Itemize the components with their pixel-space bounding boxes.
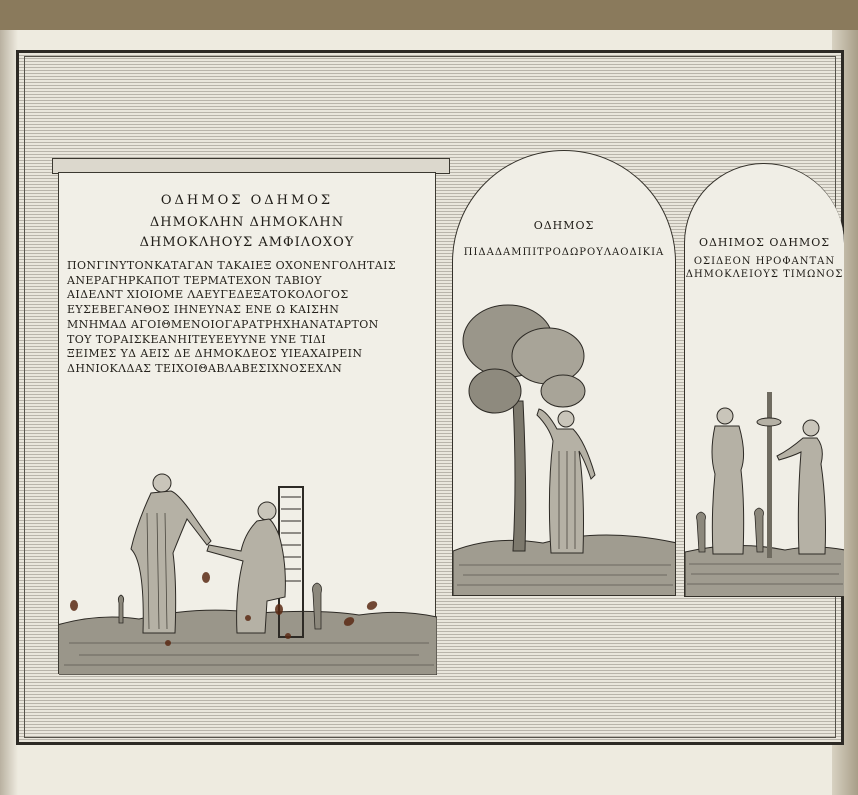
tree-and-figure-illustration: [453, 151, 676, 596]
tablet-heading-2: ΔΗΜΟΚΛΗΝ ΔΗΜΟΚΛΗΝ: [149, 215, 345, 230]
foxing-stain: [275, 604, 283, 615]
tablet-heading-1: ΟΔΗΜΟΣ ΟΔΗΜΟΣ: [160, 193, 334, 208]
foxing-stain: [285, 633, 291, 639]
inscription-line: ΔΗΝΙΟΚΛΔΑΣ ΤΕΙΧΟΙΘΑΒΛΑΒΕΣΙΧΝΟΣΕΧΛΝ: [67, 361, 343, 375]
inscription-line: ΕΥΣΕΒΕΓΑΝΘΟΣ ΙΗΝΕΥΝΑΣ ΕΝΕ Ω ΚΑΙΣΗΝ: [67, 303, 340, 317]
inscribed-tablet: [58, 172, 436, 674]
arch-left-title: ΟΔΗΜΟΣ: [533, 219, 595, 232]
two-figures-illustration: [685, 164, 844, 597]
arch-right-subtitle-2: ΔΗΜΟΚΛΕΙΟΥΣ ΤΙΜΩΝΟΣ: [685, 269, 844, 280]
inscription-line: ΑΝΕΡΑΓΗΡΚΑΠΟΤ ΤΕΡΜΑΤΕΧΟΝ ΤΑΒΙΟΥ: [67, 273, 322, 287]
arch-left-subtitle: ΠΙΔΑΔΑΜΠΙΤΡΟΔΩΡΟΥΛΑΟΔΙΚΙΑ: [463, 247, 665, 258]
foxing-stain: [245, 615, 251, 621]
arch-panel-left: [452, 150, 676, 596]
arch-right-subtitle-1: ΟΣΙΔΕΟΝ ΗΡΟΦΑΝΤΑΝ: [693, 256, 836, 267]
foxing-stain: [165, 640, 171, 646]
foxing-stain: [202, 572, 210, 583]
tablet-heading-3: ΔΗΜΟΚΛΗΟΥΣ ΑΜΦΙΛΟΧΟΥ: [139, 235, 355, 250]
inscription-line: ΠΟΝΓΙΝΥΤΟΝΚΑΤΑΓΑΝ ΤΑΚΑΙΕΞ ΟΧΟΝΕΝΓΟΛΗΤΑΙΣ: [67, 259, 397, 272]
inscription-line: ΞΕΙΜΕΣ ΥΔ ΑΕΙΣ ΔΕ ΔΗΜΟΚΔΕΟΣ ΥΙΕΑΧΑΙΡΕΙΝ: [67, 347, 363, 361]
inscription-line: ΜΝΗΜΑΔ ΑΓΟΙΘΜΕΝΟΙΟΓΑΡΑΤΡΗΧΗΑΝΑΤΑΡΤΟΝ: [67, 317, 379, 331]
inscription-line: ΤΟΥ ΤΟΡΑΙΣΚΕΑΝΗΙΤΕΥΕΕΥΥΝΕ ΥΝΕ ΤΙΔΙ: [67, 332, 327, 346]
foxing-stain: [70, 600, 78, 611]
relief-scene-illustration: [59, 173, 437, 675]
arch-right-title: ΟΔΗΙΜΟΣ ΟΔΗΜΟΣ: [698, 236, 831, 249]
inscription-line: ΑΙΔΕΛΝΤ ΧΙΟΙΟΜΕ ΛΑΕΥΓΕΔΕΞΑΤΟΚΟΛΟΓΟΣ: [67, 288, 349, 302]
arch-panel-right: [684, 163, 844, 597]
